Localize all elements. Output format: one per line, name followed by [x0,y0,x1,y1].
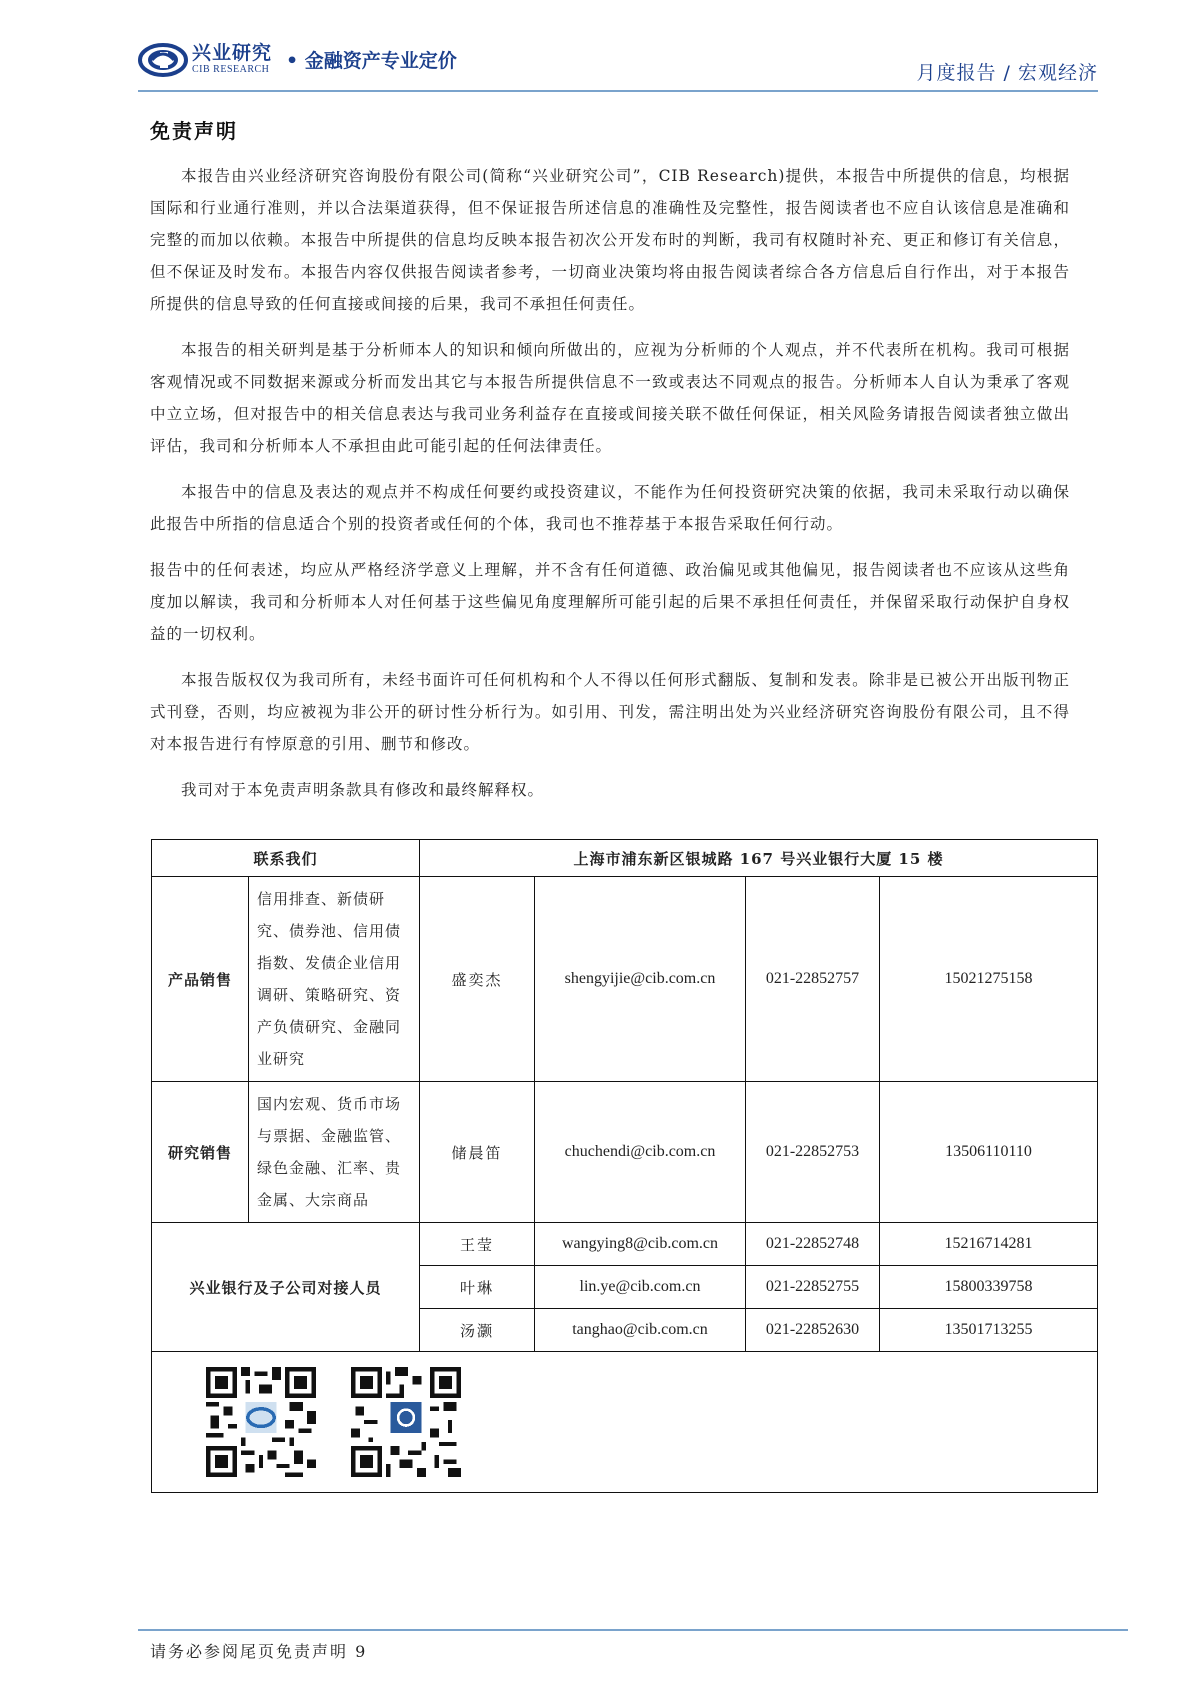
brand-tagline: • 金融资产专业定价 [286,50,457,72]
disclaimer-paragraph: 我司对于本免责声明条款具有修改和最终解释权。 [181,781,545,799]
disclaimer-paragraph: 报告中的任何表述，均应从严格经济学意义上理解，并不含有任何道德、政治偏见或其他偏见，报告阅读者也不应该从这些角度加以解读，我司和分析师本人对任何基于这些偏见角度理解所可能引起的后果不承担任何责任，并保留采取行动保护自身权益的一切权利。 [150,561,1070,643]
qr-row [152,1352,1098,1493]
contact-name: 王莹 [420,1223,535,1266]
cib-logo-icon [138,42,188,78]
contact-table [151,839,1098,1493]
contact-mobile: 13501713255 [880,1309,1098,1352]
footer-divider [138,1629,1128,1631]
contact-phone: 021-22852630 [746,1309,880,1352]
table-row [152,1082,1098,1223]
qr-cell [152,1352,1098,1493]
contact-header-row [152,840,1098,877]
contact-email[interactable]: lin.ye@cib.com.cn [535,1266,746,1309]
table-row [152,877,1098,1082]
category-description: 信用排查、新债研究、债券池、信用债指数、发债企业信用调研、策略研究、资产负债研究、金融同业研究 [249,877,420,1082]
contact-phone: 021-22852757 [746,877,880,1082]
contact-mobile: 15800339758 [880,1266,1098,1309]
page-header [138,38,1098,90]
contact-email[interactable]: wangying8@cib.com.cn [535,1223,746,1266]
contact-name: 汤灏 [420,1309,535,1352]
brand-name-cn: 兴业研究 [192,42,273,64]
contact-phone: 021-22852755 [746,1266,880,1309]
contact-email[interactable]: tanghao@cib.com.cn [535,1309,746,1352]
category-product-sales: 产品销售 [152,877,249,1082]
disclaimer-paragraph: 本报告由兴业经济研究咨询股份有限公司(简称“兴业研究公司”，CIB Research)提供，本报告中所提供的信息，均根据国际和行业通行准则，并以合法渠道获得，但不保证报告所述信息的准确性及完整性，报告阅读者也不应自认该信息是准确和完整的而加以依赖。本报告中所提供的信息均反映本报告初次公开发布时的判断，我司有权随时补充、更正和修订有关信息，但不保证及时发布。本报告内容仅供报告阅读者参考，一切商业决策均将由报告阅读者综合各方信息后自行作出，对于本报告所提供的信息导致的任何直接或间接的后果，我司不承担任何责任。 [150,167,1070,313]
contact-phone: 021-22852748 [746,1223,880,1266]
contact-address: 上海市浦东新区银城路 167 号兴业银行大厦 15 楼 [420,840,1098,877]
disclaimer-body [150,160,1070,820]
category-description: 国内宏观、货币市场与票据、金融监管、绿色金融、汇率、贵金属、大宗商品 [249,1082,420,1223]
header-divider [138,90,1098,92]
contact-header-label: 联系我们 [152,840,420,877]
report-type: 月度报告 / 宏观经济 [916,62,1098,84]
contact-name: 储晨笛 [420,1082,535,1223]
qr-code-icon[interactable] [206,1367,316,1477]
contact-email[interactable]: chuchendi@cib.com.cn [535,1082,746,1223]
category-liaison: 兴业银行及子公司对接人员 [152,1223,420,1352]
page-footer: 请务必参阅尾页免责声明 9 [150,1642,368,1661]
brand-name-en: CIB RESEARCH [192,64,270,75]
category-research-sales: 研究销售 [152,1082,249,1223]
qr-code-icon[interactable] [351,1367,461,1477]
contact-email[interactable]: shengyijie@cib.com.cn [535,877,746,1082]
table-row [152,1223,1098,1266]
disclaimer-paragraph: 本报告中的信息及表达的观点并不构成任何要约或投资建议，不能作为任何投资研究决策的依据，我司未采取行动以确保此报告中所指的信息适合个别的投资者或任何的个体，我司也不推荐基于本报告采取任何行动。 [150,483,1070,533]
page-title: 免责声明 [150,119,238,143]
brand [192,42,272,76]
contact-name: 叶琳 [420,1266,535,1309]
contact-mobile: 15021275158 [880,877,1098,1082]
disclaimer-paragraph: 本报告的相关研判是基于分析师本人的知识和倾向所做出的，应视为分析师的个人观点，并不代表所在机构。我司可根据客观情况或不同数据来源或分析而发出其它与本报告所提供信息不一致或表达不同观点的报告。分析师本人自认为秉承了客观中立立场，但对报告中的相关信息表达与我司业务利益存在直接或间接关联不做任何保证，相关风险务请报告阅读者独立做出评估，我司和分析师本人不承担由此可能引起的任何法律责任。 [150,341,1070,455]
disclaimer-paragraph: 本报告版权仅为我司所有，未经书面许可任何机构和个人不得以任何形式翻版、复制和发表。除非是已被公开出版刊物正式刊登，否则，均应被视为非公开的研讨性分析行为。如引用、刊发，需注明出处为兴业经济研究咨询股份有限公司，且不得对本报告进行有悖原意的引用、删节和修改。 [150,671,1070,753]
contact-mobile: 13506110110 [880,1082,1098,1223]
contact-mobile: 15216714281 [880,1223,1098,1266]
contact-name: 盛奕杰 [420,877,535,1082]
contact-phone: 021-22852753 [746,1082,880,1223]
